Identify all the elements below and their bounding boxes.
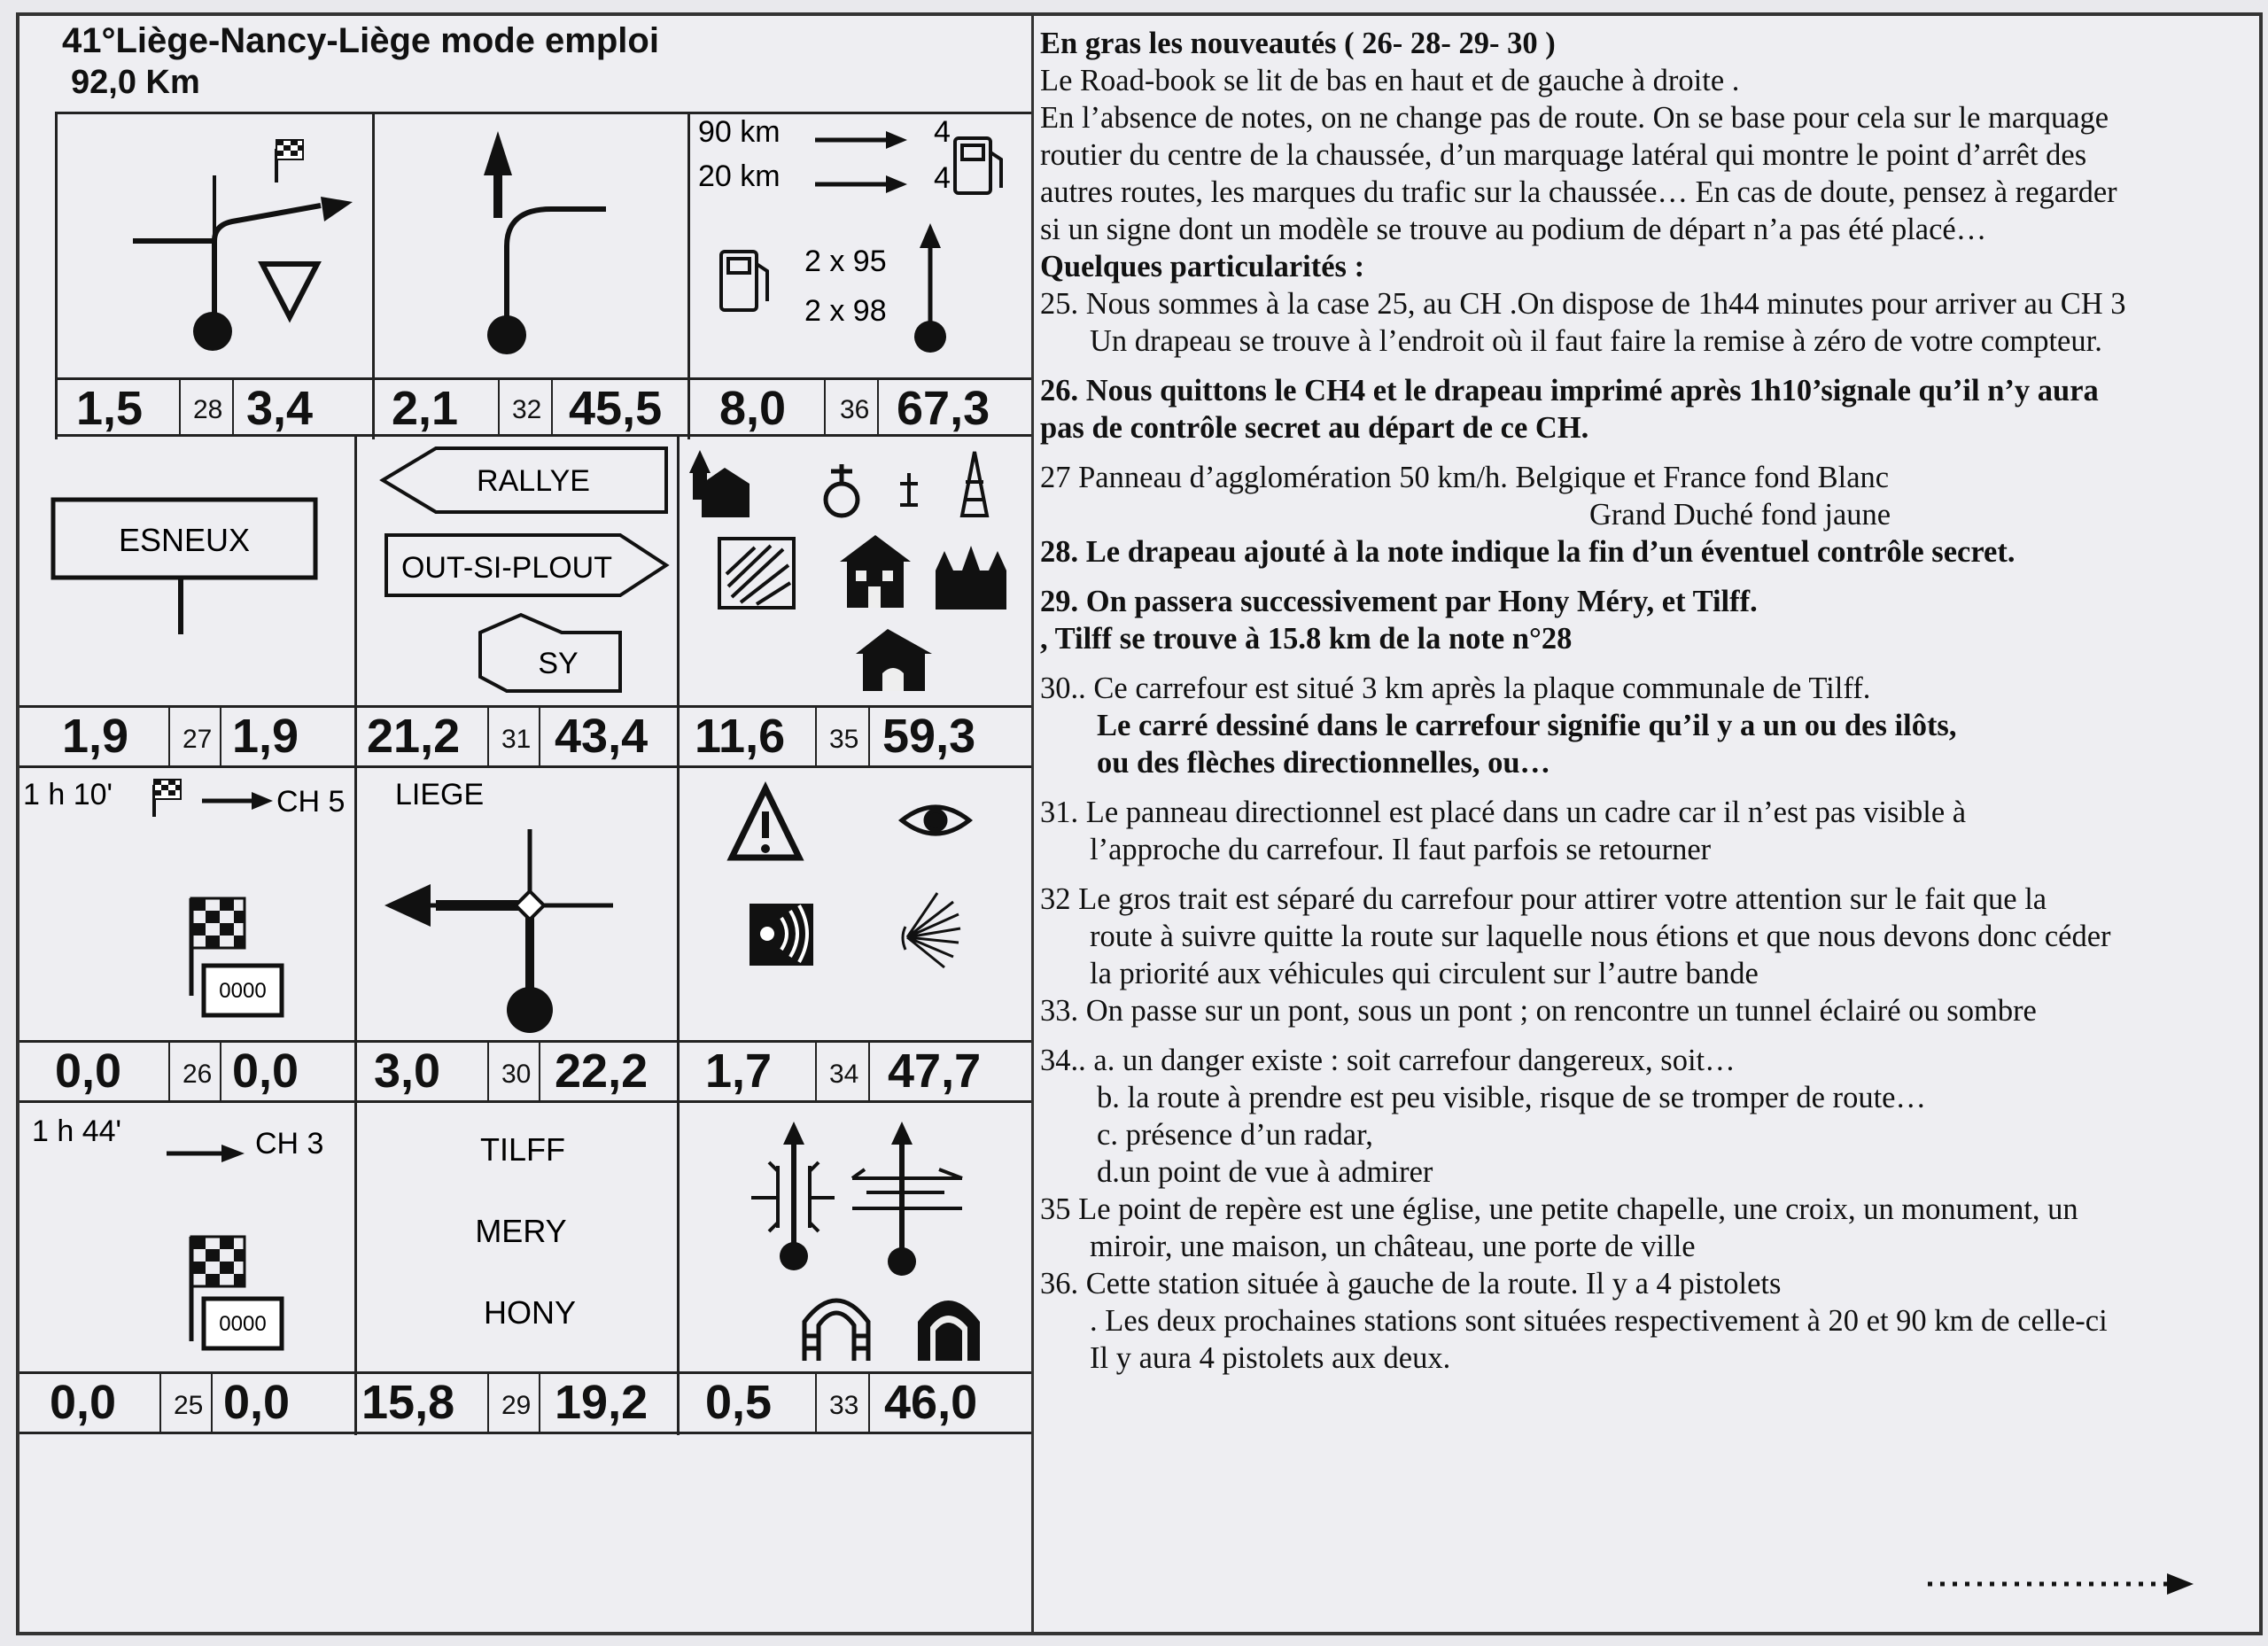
box-33-total: 46,0 <box>884 1376 978 1429</box>
fuel-pump-icon <box>955 138 1001 193</box>
box-36-total: 67,3 <box>897 382 990 435</box>
cross-icon <box>900 473 918 505</box>
mery-label: MERY <box>475 1213 567 1249</box>
rallye-label: RALLYE <box>477 464 590 498</box>
box-27-total: 1,9 <box>232 710 299 763</box>
esneux-label: ESNEUX <box>118 522 251 558</box>
box-28-partial: 1,5 <box>76 382 144 435</box>
city-gate-icon <box>856 629 932 691</box>
bridge-icon <box>751 1122 835 1254</box>
note-line: 30.. Ce carrefour est situé 3 km après la plaque communale de Tilff. <box>1040 672 1871 705</box>
tunnel-icon <box>918 1300 980 1361</box>
box-33-diagram <box>679 1104 1033 1371</box>
time-1h44-label: 1 h 44' <box>32 1114 122 1148</box>
viewpoint-icon <box>903 893 960 967</box>
box-26-number: 26 <box>183 1060 213 1089</box>
note-line: 26. Nous quittons le CH4 et le drapeau imprimé après 1h10’signale qu’il n’y aura <box>1040 374 2099 408</box>
ch3-label: CH 3 <box>255 1127 324 1161</box>
box-34-diagram <box>679 769 1033 1040</box>
box-32-partial: 2,1 <box>392 382 459 435</box>
direction-arrow-icon <box>321 197 353 221</box>
note-line: pas de contrôle secret au départ de ce CH. <box>1040 411 1589 445</box>
note-line: 25. Nous sommes à la case 25, au CH .On dispose de 1h44 minutes pour arriver au CH 3 <box>1040 287 2126 321</box>
radar-icon <box>750 904 813 966</box>
note-line: d.un point de vue à admirer <box>1097 1155 1433 1189</box>
note-line: ou des flèches directionnelles, ou… <box>1097 746 1551 780</box>
box-36-diagram <box>689 113 1035 377</box>
box-27-partial: 1,9 <box>62 710 129 763</box>
box-29-diagram <box>356 1104 679 1371</box>
note-line: si un signe dont un modèle se trouve au podium de départ n’a pas été placé… <box>1040 213 1987 246</box>
fuel-4b-label: 4 <box>934 161 951 195</box>
note-line: l’approche du carrefour. Il faut parfois se retourner <box>1090 833 1712 866</box>
note-line: En l’absence de notes, on ne change pas de route. On se base pour cela sur le marquage <box>1040 101 2109 135</box>
note-line: 29. On passera successivement par Hony Méry, et Tilff. <box>1040 585 1758 618</box>
box-25-number: 25 <box>174 1391 204 1420</box>
box-30-total: 22,2 <box>555 1044 649 1098</box>
church-icon <box>689 450 750 517</box>
note-line: 32 Le gros trait est séparé du carrefour pour attirer votre attention sur le fait que la <box>1040 882 2047 916</box>
note-line: la priorité aux véhicules qui circulent sur l’autre bande <box>1090 957 1759 990</box>
yield-sign-icon <box>262 264 317 317</box>
checkered-flag-icon <box>154 780 181 817</box>
box-35-total: 59,3 <box>882 710 976 763</box>
liege-label: LIEGE <box>395 778 485 811</box>
note-line: 36. Cette station située à gauche de la route. Il y a 4 pistolets <box>1040 1267 1782 1300</box>
instructions-notes <box>1040 25 2259 1377</box>
box-27-number: 27 <box>183 725 213 754</box>
fuel-4a-label: 4 <box>934 115 951 149</box>
chapel-icon <box>826 464 858 516</box>
note-line: 35 Le point de repère est une église, une petite chapelle, une croix, un monument, un <box>1040 1192 2078 1226</box>
hony-label: HONY <box>483 1294 577 1331</box>
time-1h10-label: 1 h 10' <box>23 778 113 811</box>
box-35-partial: 11,6 <box>695 710 786 763</box>
roadbook-sheet <box>16 12 2263 1635</box>
box-29-total: 19,2 <box>555 1376 649 1429</box>
box-30-diagram <box>356 769 679 1040</box>
box-30-partial: 3,0 <box>374 1044 441 1098</box>
box-32-total: 45,5 <box>569 382 663 435</box>
sy-label: SY <box>538 647 579 680</box>
box-26-partial: 0,0 <box>55 1044 122 1098</box>
box-34-total: 47,7 <box>888 1044 982 1098</box>
monument-icon <box>962 452 987 516</box>
outsiplout-label: OUT-SI-PLOUT <box>400 551 613 585</box>
box-31-partial: 21,2 <box>367 710 461 763</box>
note-line: Quelques particularités : <box>1040 250 1365 283</box>
note-line: , Tilff se trouve à 15.8 km de la note n°28 <box>1040 622 1573 656</box>
counter-label: 0000 <box>219 1312 267 1336</box>
box-28-number: 28 <box>193 395 223 424</box>
column-divider <box>1031 16 1034 1632</box>
note-line: 27 Panneau d’agglomération 50 km/h. Belgique et France fond Blanc <box>1040 461 1890 494</box>
house-icon <box>840 535 911 608</box>
checkered-flag-icon <box>276 140 303 182</box>
arrow-icon <box>202 792 273 810</box>
note-line: Le Road-book se lit de bas en haut et de gauche à droite . <box>1040 64 1740 97</box>
mirror-icon <box>719 539 794 608</box>
document-title: 41°Liège-Nancy-Liège mode emploi <box>62 21 659 60</box>
box-36-number: 36 <box>840 395 870 424</box>
note-line: 33. On passe sur un pont, sous un pont ; on rencontre un tunnel éclairé ou sombre <box>1040 994 2037 1028</box>
note-line: 28. Le drapeau ajouté à la note indique la fin d’un éventuel contrôle secret. <box>1040 535 2016 569</box>
box-31-total: 43,4 <box>555 710 649 763</box>
box-29-number: 29 <box>501 1391 532 1420</box>
box-31-number: 31 <box>501 725 532 754</box>
box-36-partial: 8,0 <box>719 382 787 435</box>
box-26-diagram <box>19 769 356 1040</box>
arrow-icon <box>815 175 907 193</box>
note-line: 31. Le panneau directionnel est placé dans un cadre car il n’est pas visible à <box>1040 796 1967 829</box>
note-line: Il y aura 4 pistolets aux deux. <box>1090 1341 1451 1375</box>
note-line: c. présence d’un radar, <box>1097 1118 1373 1152</box>
box-33-number: 33 <box>829 1391 859 1420</box>
fuel-90-label: 90 km <box>698 115 781 149</box>
fuel-95-label: 2 x 95 <box>804 245 887 278</box>
fuel-pump-icon <box>721 252 767 310</box>
note-line: Un drapeau se trouve à l’endroit où il faut faire la remise à zéro de votre compteur. <box>1090 324 2102 358</box>
ch5-label: CH 5 <box>276 785 346 819</box>
total-distance: 92,0 Km <box>71 64 200 101</box>
note-line: miroir, une maison, un château, une porte de ville <box>1090 1230 1696 1263</box>
box-28-diagram <box>55 113 372 377</box>
note-line: . Les deux prochaines stations sont situées respectivement à 20 et 90 km de celle-ci <box>1090 1304 2108 1338</box>
box-29-partial: 15,8 <box>361 1376 455 1429</box>
box-25-total: 0,0 <box>223 1376 291 1429</box>
arrow-icon <box>815 131 907 149</box>
bridge-icon <box>852 1122 962 1260</box>
box-26-total: 0,0 <box>232 1044 299 1098</box>
box-35-number: 35 <box>829 725 859 754</box>
box-25-partial: 0,0 <box>50 1376 117 1429</box>
note-line: Grand Duché fond jaune <box>1589 498 1891 532</box>
fuel-20-label: 20 km <box>698 159 781 193</box>
note-line: 34.. a. un danger existe : soit carrefour dangereux, soit… <box>1040 1044 1736 1077</box>
castle-icon <box>936 546 1006 609</box>
danger-icon <box>732 788 799 858</box>
box-25-diagram <box>19 1104 356 1371</box>
note-line: En gras les nouveautés ( 26- 28- 29- 30 ) <box>1040 27 1556 60</box>
note-line: autres routes, les marques du trafic sur la chaussée… En cas de doute, pensez à regarder <box>1040 175 2117 209</box>
box-32-number: 32 <box>512 395 542 424</box>
box-34-number: 34 <box>829 1060 859 1089</box>
fuel-98-label: 2 x 98 <box>804 294 887 328</box>
box-32-diagram <box>374 113 687 377</box>
counter-label: 0000 <box>219 979 267 1003</box>
box-28-total: 3,4 <box>246 382 314 435</box>
tunnel-icon <box>804 1300 868 1361</box>
arrow-icon <box>167 1145 245 1162</box>
note-line: Le carré dessiné dans le carrefour signifie qu’il y a un ou des ilôts, <box>1097 709 1957 742</box>
box-27-diagram <box>19 438 356 703</box>
box-31-diagram <box>356 438 679 703</box>
box-34-partial: 1,7 <box>705 1044 773 1098</box>
note-line: b. la route à prendre est peu visible, risque de se tromper de route… <box>1097 1081 1926 1114</box>
continue-arrow-icon <box>1924 1566 2208 1602</box>
note-line: routier du centre de la chaussée, d’un marquage latéral qui montre le point d’arrêt des <box>1040 138 2087 172</box>
tilff-label: TILFF <box>480 1131 565 1168</box>
note-line: route à suivre quitte la route sur laquelle nous étions et que nous devons donc céder <box>1090 920 2111 953</box>
box-30-number: 30 <box>501 1060 532 1089</box>
box-33-partial: 0,5 <box>705 1376 773 1429</box>
eye-icon <box>902 807 969 834</box>
box-35-diagram <box>679 438 1033 703</box>
